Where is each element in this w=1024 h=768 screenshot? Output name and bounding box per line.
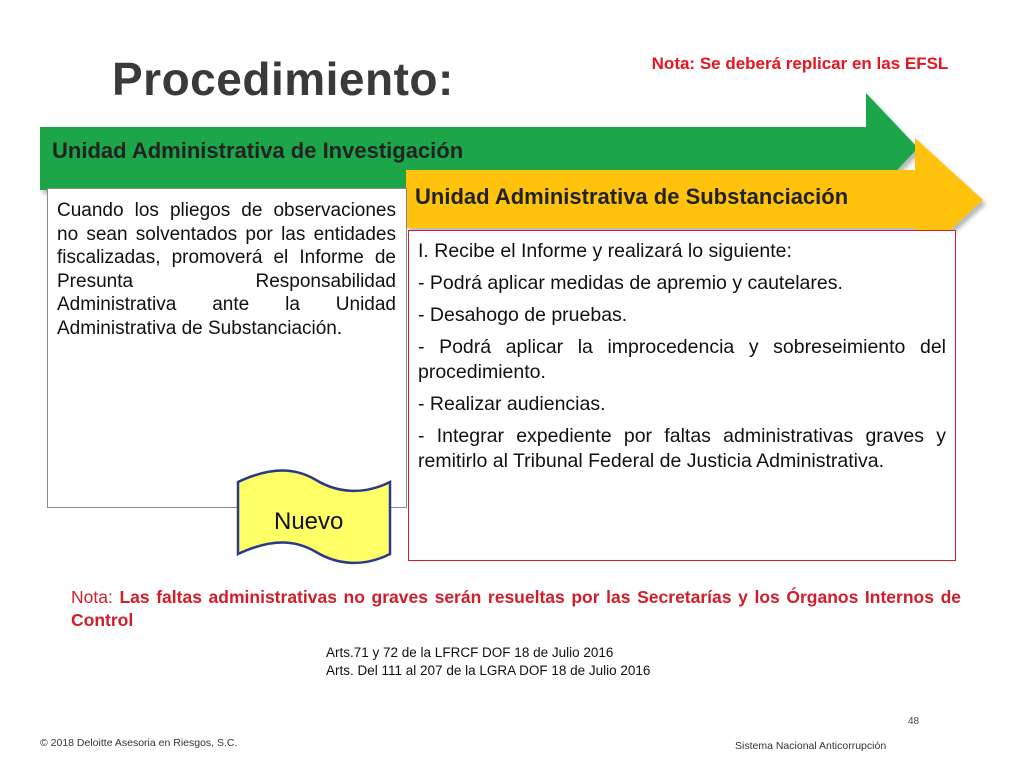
- investigacion-description: Cuando los pliegos de observaciones no sean solventados por las entidades fiscalizadas, promoverá el Informe de Presunta Responsabilidad Administrativa ante la Unidad Administrativa de Substanciación.: [57, 200, 396, 339]
- reference-line: Arts.71 y 72 de la LFRCF DOF 18 de Julio 2016: [326, 645, 614, 660]
- reference-line: Arts. Del 111 al 207 de la LGRA DOF 18 de Julio 2016: [326, 663, 651, 678]
- legal-references: [326, 644, 650, 680]
- bottom-note: [71, 586, 961, 632]
- replication-note: Nota: Se deberá replicar en las EFSL: [651, 54, 949, 73]
- bottom-note-prefix: Nota:: [71, 587, 120, 607]
- nuevo-label: Nuevo: [274, 508, 344, 535]
- substanciacion-item: - Podrá aplicar medidas de apremio y cautelares.: [418, 272, 843, 294]
- substanciacion-item: - Realizar audiencias.: [418, 393, 606, 415]
- page-title: Procedimiento:: [112, 53, 454, 105]
- copyright-footer: © 2018 Deloitte Asesoria en Riesgos, S.C.: [40, 737, 238, 749]
- investigacion-description-box: [47, 188, 407, 508]
- substanciacion-item: - Desahogo de pruebas.: [418, 304, 628, 326]
- substanciacion-item: - Integrar expediente por faltas administrativas graves y remitirlo al Tribunal Federal de Justicia Administrativa.: [418, 425, 946, 472]
- substanciacion-description-box: [408, 230, 956, 561]
- system-footer: Sistema Nacional Anticorrupción: [735, 740, 887, 752]
- bottom-note-text: Las faltas administrativas no graves serán resueltas por las Secretarías y los Órganos Internos de Control: [71, 587, 961, 630]
- substanciacion-item: I. Recibe el Informe y realizará lo siguiente:: [418, 240, 792, 262]
- page-number: 48: [908, 716, 920, 727]
- substanciacion-item: - Podrá aplicar la improcedencia y sobreseimiento del procedimiento.: [418, 336, 946, 383]
- investigacion-label: Unidad Administrativa de Investigación: [52, 138, 464, 163]
- substanciacion-label: Unidad Administrativa de Substanciación: [415, 184, 849, 209]
